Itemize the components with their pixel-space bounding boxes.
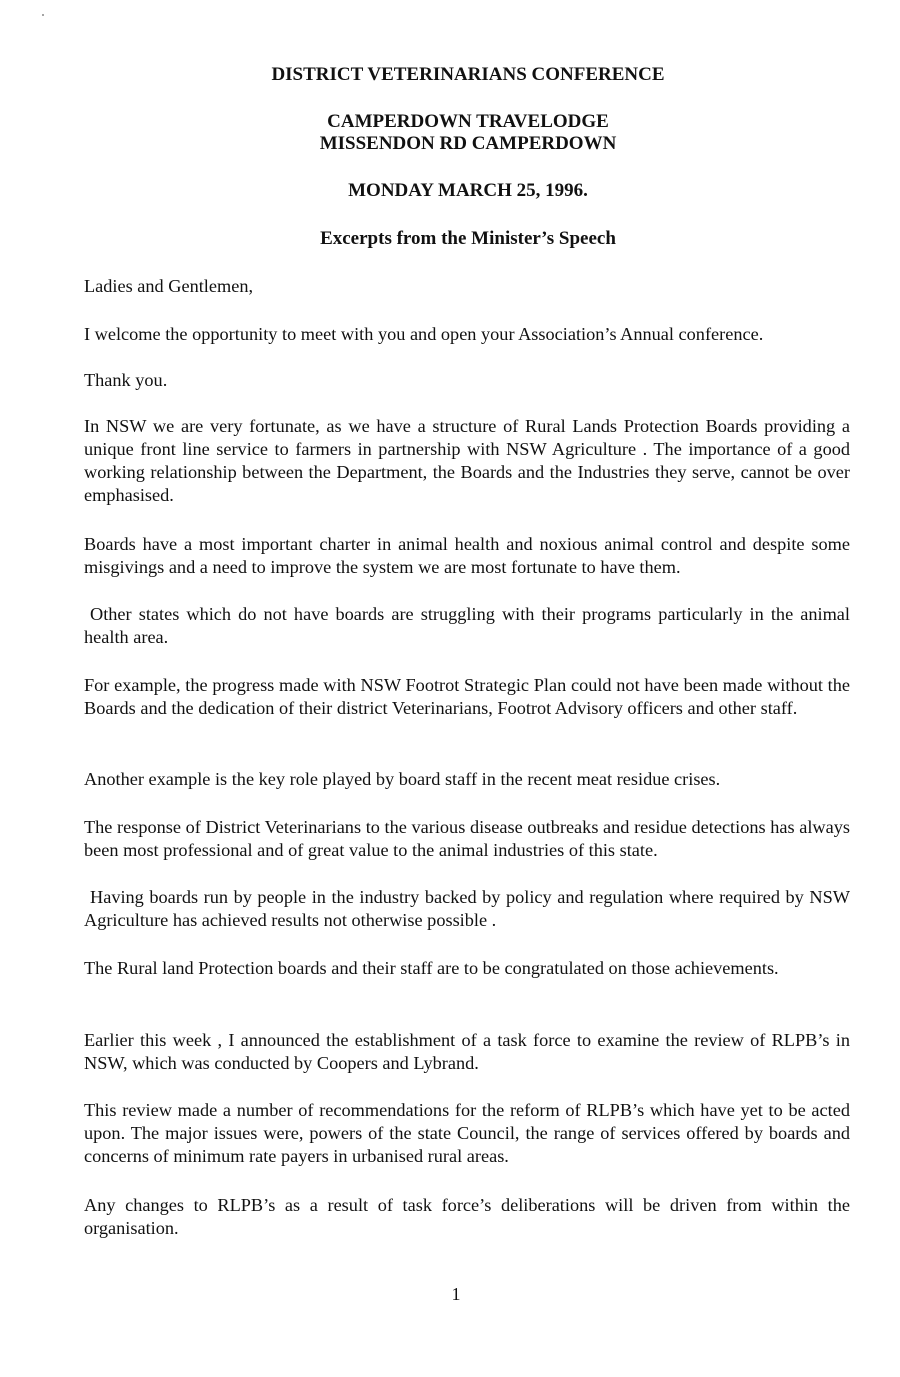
conference-date (18, 180, 900, 202)
conference-title-text: DISTRICT VETERINARIANS CONFERENCE (271, 64, 665, 85)
paragraph-thanks: Thank you. (84, 370, 168, 390)
speech-subtitle-text: Excerpts from the Minister’s Speech (320, 228, 616, 249)
conference-title (18, 64, 900, 86)
scan-speck (42, 14, 44, 16)
paragraph-salutation: Ladies and Gentlemen, (84, 276, 254, 296)
paragraph-boards-run: Having boards run by people in the industry backed by policy and regulation where required by NSW Agriculture has achieved results not otherwise possible . (84, 887, 850, 930)
paragraph-welcome: I welcome the opportunity to meet with you and open your Association’s Annual conference. (84, 324, 764, 344)
paragraph-changes: Any changes to RLPB’s as a result of task force’s deliberations will be driven from within the organisation. (84, 1195, 850, 1238)
paragraph-footrot-example: For example, the progress made with NSW Footrot Strategic Plan could not have been made without the Boards and the dedication of their district Veterinarians, Footrot Advisory officers and other staff. (84, 675, 850, 718)
paragraph-meat-residue: Another example is the key role played by board staff in the recent meat residue crises. (84, 769, 721, 789)
paragraph-rlpb-structure: In NSW we are very fortunate, as we have a structure of Rural Lands Protection Boards providing a unique front line service to farmers in partnership with NSW Agriculture . The importance of a good working relationship between the Department, the Boards and the Industries they serve, cannot be over emphasised. (84, 416, 850, 505)
venue-line-1: CAMPERDOWN TRAVELODGE (327, 111, 609, 132)
paragraph-boards-charter: Boards have a most important charter in animal health and noxious animal control and despite some misgivings and a need to improve the system we are most fortunate to have them. (84, 534, 850, 577)
paragraph-congratulations: The Rural land Protection boards and their staff are to be congratulated on those achievements. (84, 958, 779, 978)
paragraph-other-states: Other states which do not have boards are struggling with their programs particularly in the animal health area. (84, 604, 850, 647)
page-number: 1 (451, 1284, 461, 1304)
paragraph-review-recommendations: This review made a number of recommendations for the reform of RLPB’s which have yet to be acted upon. The major issues were, powers of the state Council, the range of services offered by boards and concerns of minimum rate payers in urbanised rural areas. (84, 1100, 850, 1166)
paragraph-district-vets: The response of District Veterinarians to the various disease outbreaks and residue detections has always been most professional and of great value to the animal industries of this state. (84, 817, 850, 860)
venue-line-2: MISSENDON RD CAMPERDOWN (319, 133, 617, 154)
paragraph-task-force: Earlier this week , I announced the establishment of a task force to examine the review of RLPB’s in NSW, which was conducted by Coopers and Lybrand. (84, 1030, 850, 1073)
venue-block (18, 111, 900, 155)
conference-date-text: MONDAY MARCH 25, 1996. (348, 180, 588, 201)
speech-subtitle (18, 228, 900, 250)
